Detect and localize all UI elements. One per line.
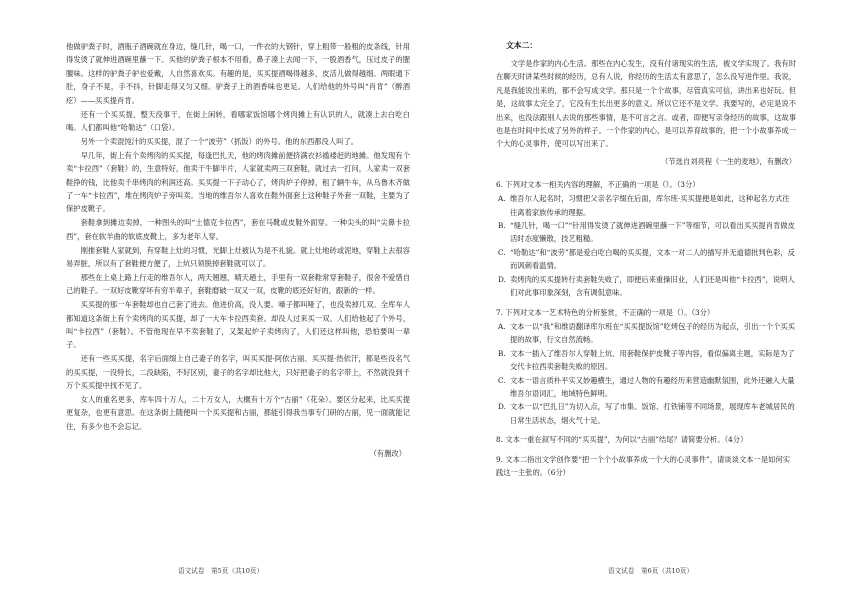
paragraph: 另外一个卖混饨汁的买买提，混了一个“波劳”（抓饭）的外号。他的东西都没人叫了。: [80, 136, 359, 146]
question-stem: 6. 下列对文本一相关内容的理解，不正确的一项是（）。（3分）: [496, 179, 700, 189]
option-text: 文本一以“巴扎日”为切入点，写了市集、饭馆、打铁铺等不同场景，展现库车老城居民的日常生活状态，烟火气十足。: [510, 402, 795, 425]
option-text: 文本一语言质朴平实又妙趣横生，通过人物的有趣经历来营造幽默氛围，此外还融入大量维吾尔语词汇，地域特色鲜明。: [510, 375, 795, 398]
text-one-body: [66, 40, 410, 433]
option-label: B.: [498, 348, 506, 358]
question: [496, 178, 796, 300]
questions-section: [496, 178, 796, 480]
option-text: 维吾尔人起名时，习惯把父亲名字缀在后面，库尔班·买买提便是如此，这种起名方式往往离着家族传承的理据。: [510, 194, 790, 217]
paragraph: 文学是作家的内心生活。那些在内心发生，没有付诸现实的生活，被文学实现了。我有时在聊天时讲某些时候的经历，总有人说，你经历的生活太有意思了，怎么没写进作里。我说，凡是我能说出来的，都不会写成文学。那只是一个个故事，尽管真实可信，讲出来也好玩。但是，这故事太完全了，它没有生长出更多的意义。所以它还不是文学。我要写的，必定是说不出来，也没法跟别人去说的那些事情，是不可言之言。或者，即便写亲身经历的故事，这故事也是在时间中长成了另外的样子。一个作家的内心，是可以养育故事的，把一个小故事养成一个大的心灵事件，使可以写出来了。: [496, 59, 796, 149]
answer-option: [496, 246, 796, 273]
paragraph: 他做驴粪子时，酒瓶子酒碗就在身边，缝几针，喝一口，一件衣的大钢针，穿上粗带一般粗的皮条线，针用得发烫了就伸进酒碗里蘸一下。买他的驴粪子根本不用看，鼻子凑上去闻一下，一股酒香气，压过皮子的腥膻味。这样的驴粪子驴也爱戴，人自然喜欢买。有趣的是，买买提酒喝得越多，皮活儿做得越细。两眼通下肚，身子不晃，手不抖，针脚走得又匀又细。驴粪子上的酒香味也更足。人们给他的外号叫“肖肯”（醉酒疙）——买买提肖肯。: [66, 42, 410, 105]
option-label: A.: [498, 321, 506, 331]
text-one-source: （有删改）: [369, 449, 406, 459]
question: [496, 453, 796, 480]
answer-option: [496, 374, 796, 401]
answer-option: [496, 347, 796, 374]
option-label: C.: [498, 375, 506, 385]
option-label: D.: [498, 402, 506, 412]
answer-option: [496, 219, 796, 246]
option-text: “缝几针，喝一口”“针用得发烫了就伸进酒碗里蘸一下”等细节，可以看出买买提肖肯做皮活时态度懒散，技艺粗糙。: [510, 221, 795, 244]
page-footer-left: 语文试卷 第5页（共10页）: [178, 567, 264, 575]
answer-option: [496, 400, 796, 427]
option-label: A.: [498, 194, 506, 204]
option-label: D.: [498, 274, 506, 284]
question-stem: 7. 下列对文本一艺术特色的分析鉴赏，不正确的一项是（）。（3分）: [496, 307, 715, 317]
option-text: 文本一插入了维吾尔人穿鞋上炕、用套鞋保护皮靴子等内容，看似偏离主题，实际是为了交代卡拉西卖套鞋失败的原因。: [510, 348, 795, 372]
left-column: [66, 40, 410, 460]
paragraph: 女人的重名更多，库车四十万人，二十万女人，大概有十万个“古丽”（花朵）。要区分起来，比买买提更复杂，也更有意思。在这条街上随便叫一个买买提和古丽，都能引得我当事专门研的古丽，见一面就能记住，有多少也不会忘记。: [66, 395, 410, 431]
paragraph: 还有一个买买提，整天没事干，在街上闲转，看哪家饭馆哪个烤肉摊上有认识的人，就凑上去白吃白喝。人们都叫他“哈勒达”（口袋）。: [66, 109, 410, 132]
question-stem: 8. 文本一重在叙写不同的“买买提”，为何以“古丽”结尾？请简要分析。（4分）: [496, 435, 748, 445]
answer-option: [496, 192, 796, 219]
paragraph: 刚推套鞋人家就到，有穿鞋上灶的习惯，光脚上灶被认为是不礼貌。就上灶地砖或泥地，穿鞋上去很容易弄脏，所以有了套鞋便方便了，上炕只须脱掉套鞋就可以了。: [66, 245, 410, 268]
answer-option: [496, 320, 796, 347]
option-text: 文本一以“我”和维语翻译库尔班在“买买提饭馆”吃烤包子的经历为起点，引出一个个买买提的故事，行文自然流畅。: [510, 321, 795, 345]
option-label: B.: [498, 221, 506, 231]
paragraph: 早几年，街上有个卖烤肉的买买提，每逢巴扎天，他的烤肉摊前便挤满衣衫褴褛赶的地摊。他发现有个卖“卡拉西”（套鞋）的，生意特好，他卖干牛脚半片，人家就卖两三双套鞋，就过去一打问，人家卖一双套鞋挣的钱，比他卖千串烤肉的利润还高。买买提一下子动心了，烤肉炉子停掉，租了辆牛车，从乌鲁木齐做了一车“卡拉西”，堆在烤肉炉子旁叫卖。当地的维吾尔人喜欢在鞋外面套上这种鞋子外套一双鞋，主要为了保护皮靴子。: [66, 150, 410, 214]
answer-option: [496, 273, 796, 300]
text-two-source: （节选自刘亮程《一生的麦地》，有删改）: [661, 156, 796, 166]
paragraph: 那些在上桌上路上行走的维吾尔人，两天翘翘，晴天趟土，手里有一双套鞋常穿套鞋子，很舍不爱惜自己的鞋子。一双好皮靴穿坏有穷半辈子，套鞋磨破一双又一双，皮靴的底还好好的，跟新的一样。: [66, 272, 410, 296]
option-label: C.: [498, 247, 506, 257]
option-text: 卖烤肉的买买提转行卖套鞋失败了，即便后来重操旧业，人们还是叫他“卡拉西”，说明人们对此事印象深刻，含有调侃意味。: [510, 274, 795, 298]
paragraph: 套鞋拿到摊边卖掉，一种图头的叫“土德克卡拉西”，套在马靴或皮鞋外面穿。一种尖头的叫“尖鼻卡拉西”，套在软羊曲的软底皮靴上，多为老年人穿。: [66, 218, 410, 241]
paragraph: 买买提的那一车套鞋却也自己套了进去。他进价高，没人要。嗓子都叫哑了，也没卖掉几双。全库车人都知道这条街上有个卖烤肉的买买提，却了一大车卡拉西卖套。却没人过来买一双。人们给他起了个外号，叫“卡拉西”（套鞋）。不管他现在早不卖套鞋了，又架起炉子卖烤肉了，人们还这样叫他，恐怕要叫一辈子。: [66, 300, 410, 350]
text-two-heading: 文本二：: [506, 41, 538, 50]
question-stem: 9. 文本二指出文学创作要“把一个个小故事养成一个大的心灵事件”，请谈谈文本一是如何实践这一主张的。（6分）: [496, 454, 791, 477]
paragraph: 还有一些买买提，名字后面缀上自己妻子的名字，叫买买提·阿依古丽、买买提·热依汗，都是些没名气的买买提，一没特长，二没缺陷，不好区别，妻子的名字却比他大，只好把妻子的名字带上，不然就没到千万个买买提中找不见了。: [66, 354, 410, 391]
text-two-body: [496, 57, 796, 151]
question: [496, 433, 796, 446]
option-text: “哈勒达”和“波劳”都是爱白吃白喝的买买提，文本一对二人的描写并无道德批判色彩，反而讽刺看温情。: [510, 247, 795, 271]
page-footer-right: 语文试卷 第6页（共10页）: [608, 567, 694, 575]
right-column: [496, 40, 796, 480]
question: [496, 306, 796, 428]
